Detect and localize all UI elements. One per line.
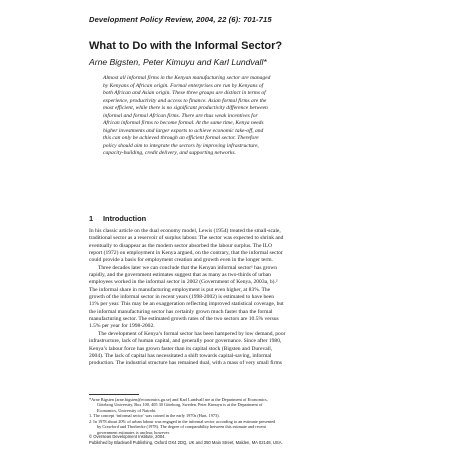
- body-line: 2004). The lack of capital has necessitated a shift towards capital-saving, informal: [89, 352, 272, 359]
- body-line: 11% per year. This may be an exaggeration reflecting improved statistical coverage, but: [89, 301, 284, 308]
- body-line: infrastructure, lack of human capital, and generally poor governance. Since after 1980,: [89, 338, 282, 345]
- body-line: employees worked in the informal sector in 2002 (Government of Kenya, 2003a, b).²: [89, 279, 278, 286]
- copyright-line: © Overseas Development Institute, 2004.: [89, 434, 166, 439]
- abstract-line: higher investments and larger exports to achieve economic take-off, and: [103, 127, 264, 134]
- abstract-line: capacity-building, credit delivery, and supporting networks.: [103, 150, 236, 157]
- footnote-line: 1. The concept ‘informal sector’ was coined in the early 1970s (Hart, 1973).: [89, 413, 220, 419]
- abstract-line: African informal firms to become formal. At the same time, Kenya needs: [103, 120, 264, 127]
- body-line: production. The industrial structure has remained dual, with a mass of very small firms: [89, 360, 282, 367]
- article-title: What to Do with the Informal Sector?: [89, 40, 283, 52]
- footnote-line: by Crawford and Thorbecke (1978). The degree of comparability between this estimate and recent: [97, 424, 266, 430]
- publisher-line: Published by Blackwell Publishing, Oxford OX4 2DQ, UK and 350 Main Street, Malden, MA 02148, USA.: [89, 439, 283, 445]
- footnote-divider: [89, 394, 139, 395]
- body-line: 1.5% per year for 1998-2002.: [89, 323, 155, 330]
- body-line: eventually to disappear as the modern sector absorbed the labour surplus. The ILO: [89, 242, 273, 249]
- abstract-line: policy should aim to integrate the sectors by improving infrastructure,: [103, 142, 259, 149]
- footnote-line: Economics, University of Nairobi.: [97, 407, 157, 413]
- body-line: report (1972) on employment in Kenya argued, on the contrary, that the informal sector: [89, 250, 283, 257]
- section-number: 1: [89, 214, 94, 223]
- abstract-line: informal and formal African firms. There are thus weak incentives for: [103, 112, 258, 119]
- footnote-line: government estimates is unclear, however.: [97, 429, 170, 435]
- body-line: Three decades later we can conclude that the Kenyan informal sector¹ has grown: [98, 264, 278, 271]
- article-authors: Arne Bigsten, Peter Kimuyu and Karl Lundvall*: [89, 57, 267, 67]
- copyright-block: [89, 434, 283, 445]
- body-line: could provide a basis for employment creation and growth even in the longer term.: [89, 257, 273, 264]
- abstract-line: most efficient, while there is no significant productivity difference between: [103, 105, 268, 112]
- abstract-line: experience, productivity and access to finance. Asian formal firms are the: [103, 97, 267, 104]
- footnote-line: *Arne Bigsten (arne.bigsten@economics.gu.se) and Karl Lundvall are at the Department of Economics,: [89, 397, 268, 402]
- body-line: traditional sector as a reservoir of surplus labour. The sector was expected to shrink and: [89, 235, 284, 242]
- body-line: manufacturing sector. The estimated growth rates of the two sectors are 10.5% versus: [89, 316, 279, 323]
- body-line: The informal share in manufacturing employment is put even higher, at 83%. The: [89, 286, 271, 293]
- journal-citation: Development Policy Review, 2004, 22 (6): 701-715: [89, 15, 272, 24]
- footnote-line: 2. In 1978 about 20% of urban labour was engaged in the informal sector according to an estimate presented: [89, 418, 276, 424]
- abstract-line: by Kenyans of African origin. Formal enterprises are run by Kenyans of: [103, 82, 264, 89]
- section-heading: [89, 214, 146, 223]
- body-line: Kenya’s labour force has grown faster than its capital stock (Bigsten and Durevall,: [89, 345, 273, 352]
- body-line: In his classic article on the dual economy model, Lewis (1954) treated the small-scale,: [89, 228, 281, 234]
- body-line: the informal manufacturing sector has certainly grown much faster than the formal: [89, 308, 273, 315]
- body-text: [89, 228, 381, 368]
- abstract-line: this can only be achieved through an efficient formal sector. Therefore: [103, 135, 259, 142]
- body-line: rapidly, and the government estimates suggest that as many as two-thirds of urban: [89, 272, 271, 279]
- abstract-line: Almost all informal firms in the Kenyan manufacturing sector are managed: [103, 75, 271, 81]
- abstract-line: both African and Asian origin. These three groups are distinct in terms of: [103, 90, 266, 97]
- abstract: [103, 75, 371, 158]
- footnotes: [89, 397, 381, 435]
- body-line: The development of Kenya’s formal sector has been hampered by low demand, poor: [98, 330, 286, 337]
- section-title: Introduction: [103, 214, 147, 223]
- footnote-line: Göteborg University, Box 100, 405 30 Göteborg, Sweden. Peter Kimuyu is at the Department of: [97, 402, 263, 408]
- body-line: growth of the informal sector in recent years (1998-2002) is estimated to have been: [89, 294, 274, 301]
